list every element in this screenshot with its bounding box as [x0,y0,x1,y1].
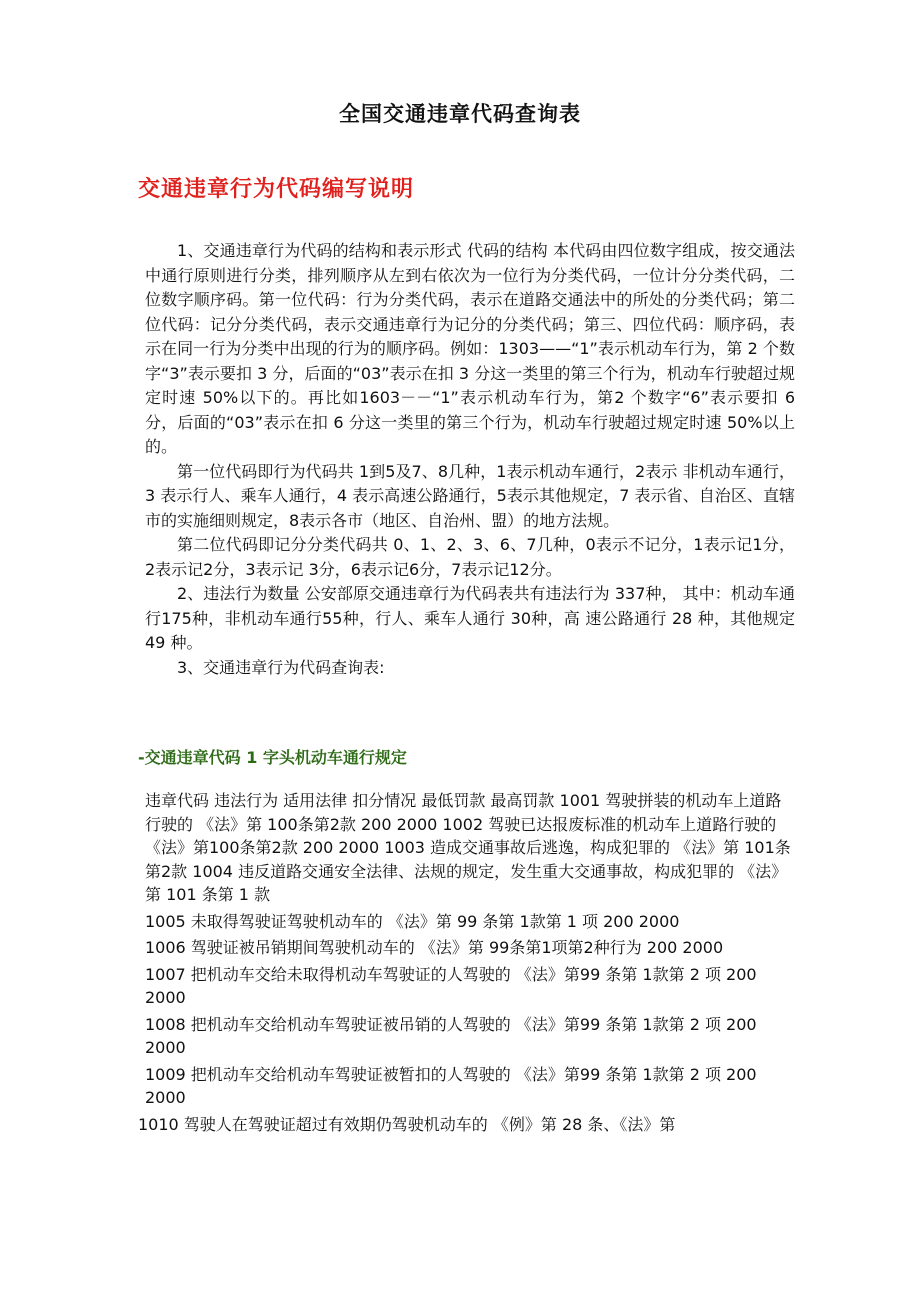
table-header-block: 违章代码 违法行为 适用法律 扣分情况 最低罚款 最高罚款 1001 驾驶拼装的机动车上道路行驶的 《法》第 100条第2款 200 2000 1002 驾驶已达报废标准的机动车上道路行驶的《法》第100条第2款 200 2000 1003 造成交通事故后逃逸，构成犯罪的 《法》第 101条第2款 1004 违反道路交通安全法律、法规的规定，发生重大交通事故，构成犯罪的 《法》第 101 条第 1 款 [145,791,791,904]
paragraph: 第一位代码即行为代码共 1到5及7、8几种，1表示机动车通行，2表示 非机动车通行，3 表示行人、乘车人通行，4 表示高速公路通行，5表示其他规定，7 表示省、自治区、直辖市的实施细则规定，8表示各市（地区、自治州、盟）的地方法规。 [145,461,795,530]
code-entry: 1006 驾驶证被吊销期间驾驶机动车的 《法》第 99条第1项第2种行为 200 2000 [145,938,724,957]
code-entry: 1010 驾驶人在驾驶证超过有效期仍驾驶机动车的 《例》第 28 条、《法》第 [138,1114,676,1134]
code-table-text [138,789,795,1136]
intro-body [145,239,795,680]
code-entry: 1008 把机动车交给机动车驾驶证被吊销的人驾驶的 《法》第99 条第 1款第 2 项 200 2000 [145,1014,757,1057]
paragraph: 2、违法行为数量 公安部原交通违章行为代码表共有违法行为 337种， 其中：机动车通行175种，非机动车通行55种，行人、乘车人通行 30种，高 速公路通行 28 种，其他规定 49 种。 [145,584,795,652]
paragraph: 第二位代码即记分分类代码共 0、1、2、3、6、7几种，0表示不记分，1表示记1分，2表示记2分，3表示记 3分，6表示记6分，7表示记12分。 [145,535,795,579]
page-title: 全国交通违章代码查询表 [339,102,581,126]
paragraph: 1、交通违章行为代码的结构和表示形式 代码的结构 本代码由四位数字组成，按交通法中通行原则进行分类，排列顺序从左到右依次为一位行为分类代码，一位计分分类代码，二位数字顺序码。第一位代码：行为分类代码，表示在道路交通法中的所处的分类代码；第二位代码：记分分类代码，表示交通违章行为记分的分类代码；第三、四位代码：顺序码，表示在同一行为分类中出现的行为的顺序码。例如：1303——“1”表示机动车行为，第 2 个数字“3”表示要扣 3 分，后面的“03”表示在扣 3 分这一类里的第三个行为，机动车行驶超过规定时速 50%以下的。再比如1603－－“1”表示机动车行为，第2 个数字“6”表示要扣 6 分，后面的“03”表示在扣 6 分这一类里的第三个行为，机动车行驶超过规定时速 50%以上的。 [145,241,795,456]
section-heading: 交通违章行为代码编写说明 [138,177,415,202]
paragraph: 3、交通违章行为代码查询表: [177,657,385,677]
subsection-heading: -交通违章代码 1 字头机动车通行规定 [138,748,407,767]
code-entry: 1009 把机动车交给机动车驾驶证被暂扣的人驾驶的 《法》第99 条第 1款第 2 项 200 2000 [145,1064,757,1107]
code-entry: 1005 未取得驾驶证驾驶机动车的 《法》第 99 条第 1款第 1 项 200 2000 [145,911,680,931]
code-entry: 1007 把机动车交给未取得机动车驾驶证的人驾驶的 《法》第99 条第 1款第 2 项 200 2000 [145,964,757,1007]
